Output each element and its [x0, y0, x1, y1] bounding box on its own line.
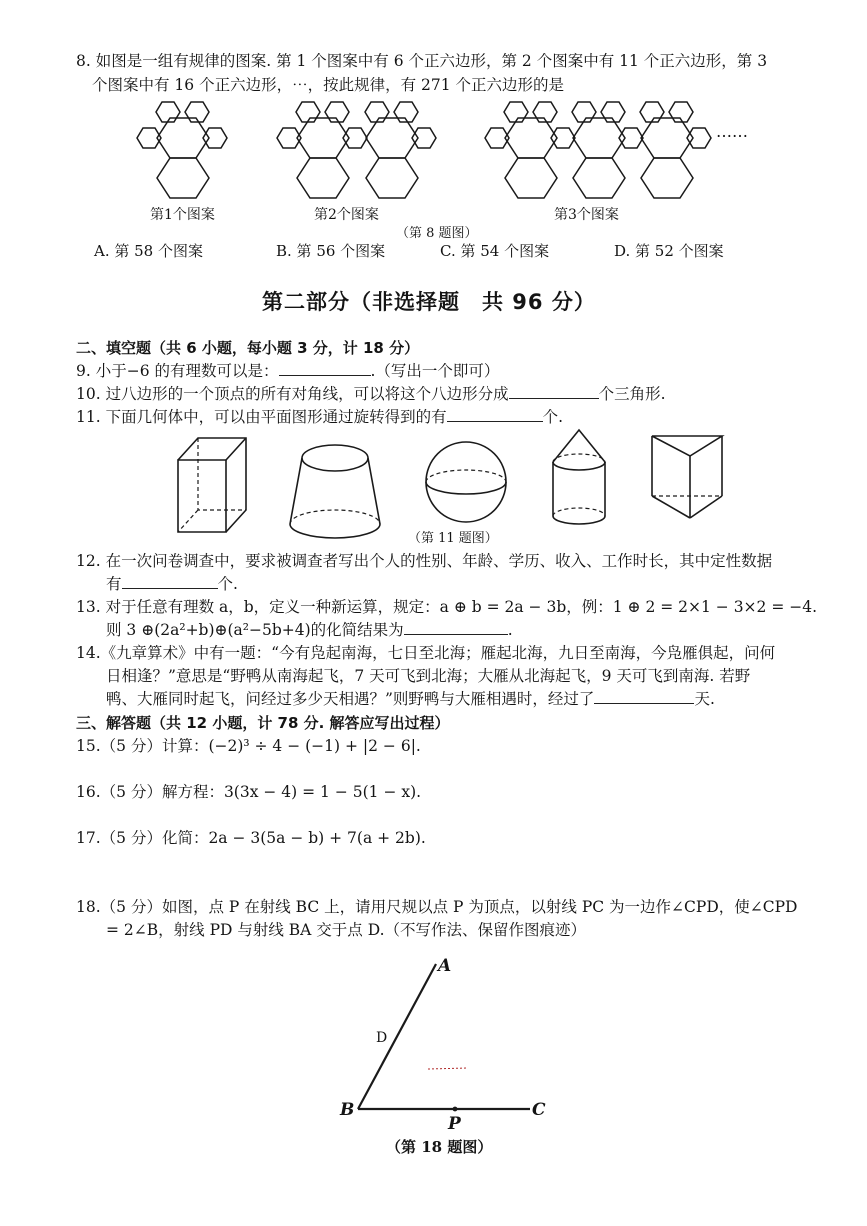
q8-label-1: 第1个图案 [150, 207, 215, 223]
q17: 17.（5 分）化简：2a − 3(5a − b) + 7(a + 2b). [76, 829, 426, 847]
q18-line2: = 2∠B，射线 PD 与射线 BA 交于点 D.（不写作法、保留作图痕迹） [106, 921, 587, 939]
q8-ellipsis: …… [716, 122, 748, 141]
q13-suffix: . [507, 621, 513, 639]
section2-heading: 二、填空题（共 6 小题，每小题 3 分，计 18 分） [76, 339, 420, 357]
q13-prefix: 则 3 ⊕(2a²+b)⊕(a²−5b+4)的化简结果为 [106, 621, 404, 639]
point-p-label: P [448, 1114, 461, 1134]
q12-prefix: 有 [106, 575, 122, 593]
q11-suffix: 个. [542, 408, 564, 426]
construction-trace [428, 1068, 468, 1069]
q8-option-a: A. 第 58 个图案 [94, 242, 203, 260]
q9-suffix: .（写出一个即可） [370, 362, 500, 380]
q16: 16.（5 分）解方程：3(3x − 4) = 1 − 5(1 − x). [76, 783, 422, 801]
q8-line1: 8. 如图是一组有规律的图案. 第 1 个图案中有 6 个正六边形，第 2 个图案中有 11 个正六边形，第 3 [76, 52, 768, 70]
q14-line1: 14.《九章算术》中有一题：“今有凫起南海，七日至北海；雁起北海，九日至南海，今凫雁俱起，问何 [76, 644, 776, 662]
point-c-label: C [532, 1100, 546, 1120]
q18-line1: 18.（5 分）如图，点 P 在射线 BC 上，请用尺规以点 P 为顶点，以射线 PC 为一边作∠CPD，使∠CPD [76, 898, 798, 916]
part2-title: 第二部分（非选择题 共 96 分） [262, 290, 596, 314]
q11-figure-caption: （第 11 题图） [408, 531, 498, 546]
point-p-dot [453, 1107, 458, 1112]
q10-prefix: 10. 过八边形的一个顶点的所有对角线，可以将这个八边形分成 [76, 385, 509, 403]
ray-ba [358, 964, 436, 1109]
q14-prefix: 鸭、大雁同时起飞，问经过多少天相遇？”则野鸭与大雁相遇时，经过了 [106, 690, 595, 708]
section3-heading: 三、解答题（共 12 小题，计 78 分. 解答应写出过程） [76, 714, 450, 732]
q11-prefix: 11. 下面几何体中，可以由平面图形通过旋转得到的有 [76, 408, 447, 426]
q8-option-d: D. 第 52 个图案 [614, 242, 724, 260]
q10-suffix: 个三角形. [598, 385, 666, 403]
point-d-label: D [376, 1030, 388, 1046]
q18-figure-caption: （第 18 题图） [386, 1138, 493, 1156]
q12-line1: 12. 在一次问卷调查中，要求被调查者写出个人的性别、年龄、学历、收入、工作时长，其中定性数据 [76, 552, 773, 570]
q8-line2: 个图案中有 16 个正六边形，⋯，按此规律，有 271 个正六边形的是 [92, 76, 565, 94]
point-b-label: B [340, 1100, 355, 1120]
q8-option-b: B. 第 56 个图案 [276, 242, 386, 260]
q8-option-c: C. 第 54 个图案 [440, 242, 550, 260]
point-a-label: A [438, 956, 452, 976]
q8-label-3: 第3个图案 [554, 207, 619, 223]
q13-line1: 13. 对于任意有理数 a，b，定义一种新运算，规定：a ⊕ b = 2a − 3b，例：1 ⊕ 2 = 2×1 − 3×2 = −4. [76, 598, 818, 616]
q15: 15.（5 分）计算：(−2)³ ÷ 4 − (−1) + |2 − 6|. [76, 737, 421, 755]
q8-figure-caption: （第 8 题图） [396, 226, 478, 241]
q14-line2: 日相逢？”意思是“野鸭从南海起飞，7 天可飞到北海；大雁从北海起飞，9 天可飞到南海. 若野 [106, 667, 751, 685]
q12-suffix: 个. [217, 575, 238, 593]
q8-label-2: 第2个图案 [314, 207, 379, 223]
q9-prefix: 9. 小于−6 的有理数可以是： [76, 362, 279, 380]
q14-suffix: 天. [694, 690, 715, 708]
